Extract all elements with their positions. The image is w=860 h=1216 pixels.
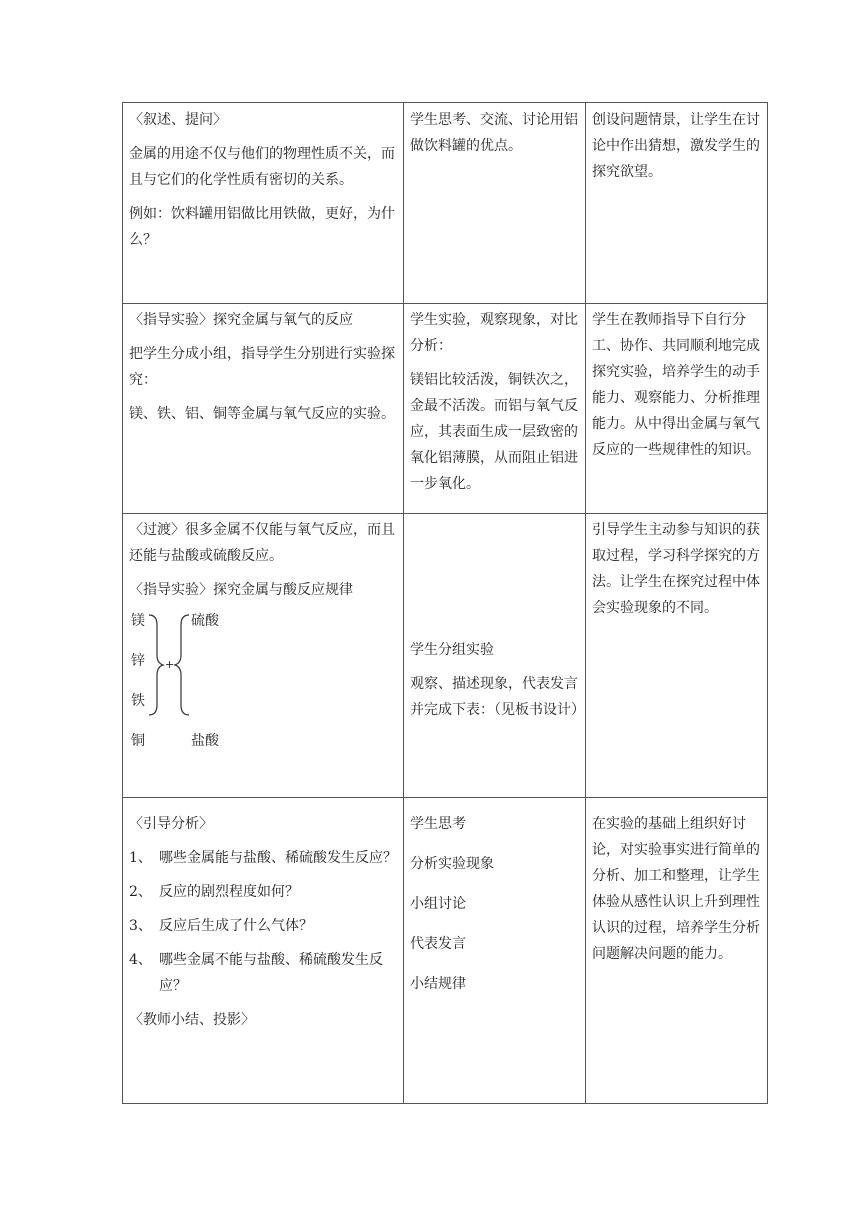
row4-heading: 〈引导分析〉 <box>129 816 213 832</box>
list-number: 1、 <box>129 850 152 866</box>
row2-paragraph: 镁、铁、铝、铜等金属与氧气反应的实验。 <box>129 406 395 422</box>
acid-label: 硫酸 <box>191 613 219 629</box>
metal-acid-brace-diagram <box>129 611 401 759</box>
row2-intent-text: 学生在教师指导下自行分工、协作、共同顺利地完成探究实验，培养学生的动手能力、观察能力、分析推理能力。从中得出金属与氧气反应的一些规律性的知识。 <box>592 312 760 458</box>
list-text: 哪些金属能与盐酸、稀硫酸发生反应？ <box>159 850 397 866</box>
list-number: 2、 <box>129 884 152 900</box>
lesson-plan-table <box>122 102 768 1104</box>
list-number: 4、 <box>129 952 152 968</box>
acid-label: 盐酸 <box>191 733 219 749</box>
row3-paragraph: 〈指导实验〉探究金属与酸反应规律 <box>129 582 353 598</box>
row4-student-text: 分析实验现象 <box>410 856 494 872</box>
row3-student-text: 学生分组实验 <box>410 642 494 658</box>
metal-label: 镁 <box>131 613 145 629</box>
row4-footer: 〈教师小结、投影〉 <box>129 1012 255 1028</box>
row2-student-activity <box>410 307 578 505</box>
row1-design-intent <box>592 107 764 193</box>
list-text: 哪些金属不能与盐酸、稀硫酸发生反应？ <box>159 952 383 994</box>
row4-design-intent <box>592 811 764 975</box>
metal-label: 铁 <box>131 693 145 709</box>
row1-intent-text: 创设问题情景，让学生在讨论中作出猜想，激发学生的探究欲望。 <box>592 112 760 180</box>
row2-design-intent <box>592 307 764 471</box>
list-item <box>129 947 401 999</box>
row1-teacher-activity <box>129 107 401 261</box>
row3-student-text: 观察、描述现象，代表发言并完成下表：（见板书设计） <box>410 676 585 718</box>
row4-intent-text: 在实验的基础上组织好讨论，对实验事实进行简单的分析、加工和整理，让学生体验从感性认识上升到理性认识的过程，培养学生分析问题解决问题的能力。 <box>592 816 760 962</box>
plus-sign: + <box>165 658 175 671</box>
row2-heading: 〈指导实验〉探究金属与氧气的反应 <box>129 312 353 328</box>
list-item <box>129 845 401 871</box>
metal-label: 铜 <box>131 733 145 749</box>
row3-teacher-activity <box>129 517 401 759</box>
row3-intent-text: 引导学生主动参与知识的获取过程，学习科学探究的方法。让学生在探究过程中体会实验现象的不同。 <box>592 522 760 616</box>
row2-paragraph: 把学生分成小组，指导学生分别进行实验探究： <box>129 346 395 388</box>
row4-student-text: 代表发言 <box>410 936 466 952</box>
row1-paragraph: 金属的用途不仅与他们的物理性质不关，而且与它们的化学性质有密切的关系。 <box>129 146 395 188</box>
row-divider <box>123 797 767 798</box>
column-divider <box>403 103 404 1103</box>
row1-paragraph: 例如：饮料罐用铝做比用铁做，更好，为什么？ <box>129 206 395 248</box>
row1-student-activity <box>410 107 578 167</box>
column-divider <box>585 103 586 1103</box>
row1-student-text: 学生思考、交流、讨论用铝做饮料罐的优点。 <box>410 112 578 154</box>
row2-teacher-activity <box>129 307 401 435</box>
metal-label: 锌 <box>131 653 145 669</box>
list-text: 反应后生成了什么气体？ <box>159 918 313 934</box>
row4-student-activity <box>410 811 578 1011</box>
row3-student-activity <box>410 637 585 731</box>
row-divider <box>123 513 767 514</box>
list-text: 反应的剧烈程度如何？ <box>159 884 299 900</box>
row4-teacher-activity <box>129 811 401 1041</box>
row4-student-text: 小结规律 <box>410 976 466 992</box>
row4-student-text: 小组讨论 <box>410 896 466 912</box>
row-divider <box>123 303 767 304</box>
row3-paragraph: 〈过渡〉很多金属不仅能与氧气反应，而且还能与盐酸或硫酸反应。 <box>129 522 395 564</box>
list-item <box>129 913 401 939</box>
row2-student-text: 学生实验，观察现象，对比分析： <box>410 312 578 354</box>
row1-heading: 〈叙述、提问〉 <box>129 112 227 128</box>
list-item <box>129 879 401 905</box>
row3-design-intent <box>592 517 764 629</box>
analysis-question-list <box>129 845 401 999</box>
row2-student-text: 镁铝比较活泼，铜铁次之，金最不活泼。而铝与氧气反应，其表面生成一层致密的氧化铝薄膜，从而阻止铝进一步氧化。 <box>410 372 578 492</box>
list-number: 3、 <box>129 918 152 934</box>
row4-student-text: 学生思考 <box>410 816 466 832</box>
